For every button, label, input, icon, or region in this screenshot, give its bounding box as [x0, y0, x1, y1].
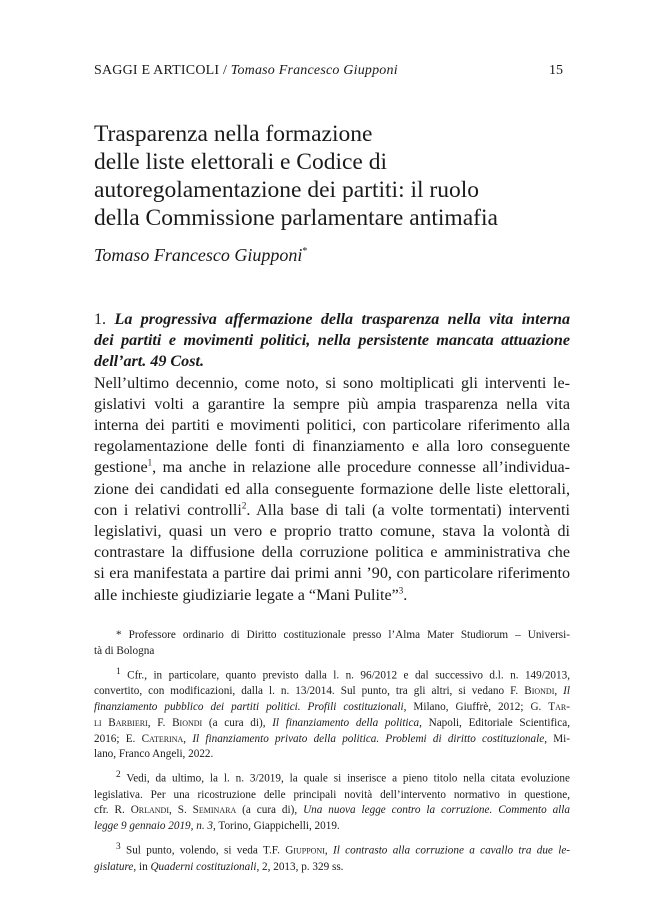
- title-line: Trasparenza nella formazione: [94, 121, 373, 147]
- byline-author: Tomaso Francesco Giupponi: [94, 245, 303, 265]
- footnote-2: $^2$ Vedi, da ultimo, la l. n. 3/2019, la quale si inserisce a pieno titolo nella citata evoluzione legislativa. Per una ricostruzione delle principali novità dell’intervento normativo in questione, cfr. R. Orlandi, S. Seminara (a cura di), Una nuova legge contro la corruzione. Commento alla legge 9 gennaio 2019, n. 3, Torino, Giappichelli, 2019.: [94, 770, 570, 833]
- footnote-3: $^3$ Sul punto, volendo, si veda T.F. Giupponi, Il contrasto alla corruzione a cavallo tra due le- gislature, in Quaderni costituzionali, 2, 2013, p. 329 ss.: [94, 842, 571, 873]
- paragraph-line: legislativi, quasi un vero e proprio tratto comune, stava la volontà di: [94, 523, 570, 541]
- page-number: 15: [549, 63, 563, 78]
- footnote-mark: 1: [116, 666, 121, 677]
- footnote-ref-2[interactable]: 2: [241, 500, 247, 511]
- section-heading: [94, 309, 570, 373]
- paragraph-line: con i relativi controlli$^2$. Alla base di tali (a volte tormentati) interventi: [94, 500, 570, 519]
- paragraph-line: contrastare la diffusione della corruzione politica e amministrativa che: [94, 544, 570, 562]
- running-head: [94, 63, 398, 79]
- paragraph: [94, 373, 570, 606]
- title-line: della Commissione parlamentare antimafia: [94, 205, 498, 231]
- paragraph-line: si era manifestata a partire dai primi anni ’90, con particolare riferimento: [94, 565, 570, 583]
- running-head-section: SAGGI E ARTICOLI: [94, 63, 220, 78]
- paragraph-line: zione dei candidati ed alla conseguente formazione delle liste elettorali,: [94, 480, 570, 498]
- running-head-author: Tomaso Francesco Giupponi: [230, 63, 398, 78]
- paragraph-line: gislativi volti a garantire la sempre più ampia trasparenza nella vita: [94, 395, 570, 413]
- footnotes: [94, 628, 570, 875]
- title-line: autoregolamentazione dei partiti: il ruolo: [94, 177, 480, 203]
- paragraph-line: interna dei partiti e movimenti politici, con particolare riferimento alla: [94, 417, 570, 435]
- footnote-1: $^1$ Cfr., in particolare, quanto previsto dalla l. n. 96/2012 e dal successivo d.l. n. 149/2013, convertito, con modificazioni, dalla l. n. 13/2014. Sul punto, tra gli altri, si vedano F. Biondi, Il finanziamento pubblico dei partiti politici. Profili costituzionali, Milano, Giuffrè, 2012; G. Tar- li Barbieri, F. Biondi (a cura di), Il finanziamento della politica, Napoli, Editoriale Scientifica, 2016; E. Caterina, Il finanziamento privato della politica. Problemi di diritto costituzionale, Mi- lano, Franco Angeli, 2022.: [94, 666, 571, 761]
- paragraph-line: regolamentazione delle fonti di finanziamento e alla loro conseguente: [94, 438, 570, 456]
- section-title-line: dei partiti e movimenti politici, nella persistente mancata attuazione: [94, 332, 570, 350]
- paragraph-line: gestione$^1$, ma anche in relazione alle procedure connesse all’individua-: [94, 458, 570, 477]
- section-title-line: dell’art. 49 Cost.: [94, 353, 204, 371]
- footnote-mark: 3: [116, 842, 121, 853]
- footnote-author: * Professore ordinario di Diritto costituzionale presso l’Alma Mater Studiorum – Universi- tà di Bologna: [94, 629, 570, 657]
- article-title: [94, 120, 574, 232]
- section-title-line: La progressiva affermazione della trasparenza nella vita interna: [114, 311, 570, 328]
- footnote-mark: 2: [116, 770, 121, 781]
- footnote-ref-1[interactable]: 1: [147, 458, 153, 469]
- body-text: [94, 309, 570, 606]
- footnote-mark: *: [116, 629, 122, 641]
- running-head-separator: /: [219, 63, 231, 78]
- paragraph-line: alle inchieste giudiziarie legate a “Mani Pulite”$^3$.: [94, 585, 408, 604]
- byline-footnote-mark: *: [302, 246, 308, 257]
- section-number: 1.: [94, 311, 107, 328]
- paragraph-line: Nell’ultimo decennio, come noto, si sono moltiplicati gli interventi le-: [94, 374, 570, 392]
- title-line: delle liste elettorali e Codice di: [94, 149, 387, 175]
- footnote-ref-3[interactable]: 3: [398, 585, 404, 596]
- byline: [94, 245, 307, 266]
